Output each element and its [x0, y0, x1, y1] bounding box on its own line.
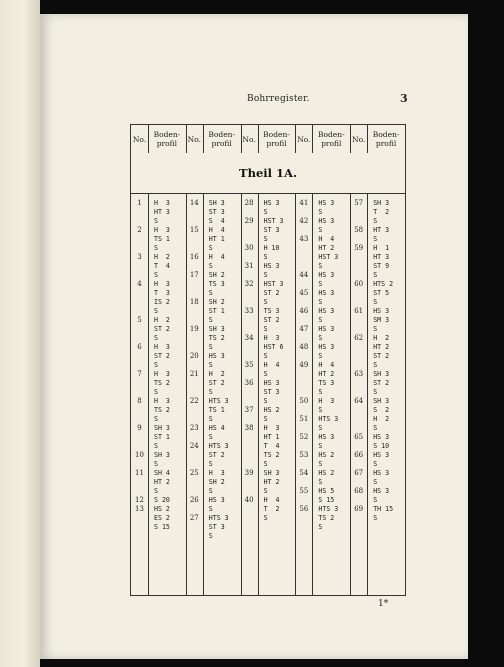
bore-number: 1 [137, 199, 142, 207]
bore-number: 23 [189, 424, 199, 432]
page-number: 3 [400, 92, 408, 105]
bore-number: 39 [244, 469, 254, 477]
soil-profile: SH 3 TS 2 S [208, 325, 225, 351]
soil-profile: HS 3 S [373, 451, 390, 468]
bore-number: 49 [299, 361, 309, 369]
bore-number: 4 [137, 280, 142, 288]
bore-number: 43 [299, 235, 309, 243]
column-divider [350, 125, 351, 595]
bore-number: 15 [189, 226, 199, 234]
column-divider [186, 125, 187, 595]
column-divider [258, 125, 259, 595]
section-title: Theil 1A. [131, 153, 405, 194]
soil-profile: SH 3 ST 3 S 4 [208, 199, 225, 225]
bore-number: 34 [244, 334, 254, 342]
soil-profile: H 4 HT 1 S [208, 226, 225, 252]
soil-profile: HS 3 S [318, 325, 335, 342]
header-profile: Boden- profil [263, 130, 290, 148]
soil-profile: H 3 TS 2 S [154, 397, 170, 423]
bore-number: 57 [354, 199, 364, 207]
bore-number: 12 [135, 496, 144, 504]
bore-number: 51 [299, 415, 309, 423]
table-header-row [131, 125, 405, 154]
soil-profile: H 4 T 2 S [263, 496, 280, 522]
soil-profile: HS 3 S [318, 271, 335, 288]
soil-profile: SH 3 HT 2 S [263, 469, 280, 495]
header-no: No. [187, 134, 201, 144]
bore-number: 50 [299, 397, 309, 405]
soil-profile: HS 2 ES 2 S 15 [154, 505, 170, 531]
facing-page-edge [0, 0, 40, 667]
soil-profile: HS 3 S 10 [373, 433, 390, 450]
soil-profile: HS 3 S [318, 199, 335, 216]
soil-profile: HTS 3 ST 3 S [208, 514, 229, 540]
bore-number: 59 [354, 244, 364, 252]
soil-profile: H 2 T 4 S [154, 253, 170, 279]
soil-profile: H 3 HT 1 T 4 TS 2 S [263, 424, 280, 468]
soil-profile: H 4 S [263, 361, 280, 378]
header-no: No. [352, 134, 366, 144]
soil-profile: SH 3 ST 2 S [373, 370, 390, 396]
bore-number: 64 [354, 397, 364, 405]
soil-profile: SH 4 HT 2 S [154, 469, 170, 495]
bore-number: 13 [135, 505, 144, 513]
soil-profile: SH 3 T 2 S [373, 199, 390, 225]
soil-profile: SH 2 TS 3 S [208, 271, 225, 297]
soil-profile: SH 3 S 2 H 2 S [373, 397, 390, 432]
soil-profile: H 3 ST 2 S [154, 343, 170, 369]
bore-number: 48 [299, 343, 309, 351]
soil-profile: HS 3 S [263, 262, 280, 279]
soil-profile: H 3 HST 6 S [263, 334, 284, 360]
bore-number: 40 [244, 496, 254, 504]
bore-number: 66 [354, 451, 364, 459]
soil-profile: H 3 TS 1 S [154, 226, 170, 252]
bore-number: 42 [299, 217, 309, 225]
bore-number: 36 [244, 379, 254, 387]
bore-number: 11 [135, 469, 144, 477]
soil-profile: HS 3 S [318, 307, 335, 324]
soil-profile: HT 3 S [373, 226, 390, 243]
bore-number: 7 [137, 370, 142, 378]
soil-profile: HS 3 ST 3 S [263, 379, 280, 405]
bore-number: 28 [244, 199, 254, 207]
bore-number: 55 [299, 487, 309, 495]
bore-number: 25 [189, 469, 199, 477]
soil-profile: HS 3 S [318, 289, 335, 306]
soil-profile: HS 2 S [263, 406, 280, 423]
bore-number: 65 [354, 433, 364, 441]
soil-profile: HS 3 S [318, 433, 335, 450]
bore-number: 56 [299, 505, 309, 513]
bore-number: 9 [137, 424, 142, 432]
soil-profile: H 3 T 3 IS 2 S [154, 280, 170, 315]
soil-profile: HST 3 ST 2 S [263, 280, 284, 306]
header-profile: Boden- profil [372, 130, 400, 148]
bore-number: 21 [189, 370, 199, 378]
soil-profile: H 1 HT 3 ST 9 S [373, 244, 390, 279]
header-no: No. [242, 134, 256, 144]
bore-number: 29 [244, 217, 254, 225]
soil-profile: H 4 HT 2 TS 3 S [318, 361, 335, 396]
soil-profile: H 3 SH 2 S [208, 469, 225, 495]
bore-number: 22 [189, 397, 199, 405]
soil-profile: HS 5 S 15 [318, 487, 335, 504]
soil-profile: H 10 S [263, 244, 280, 261]
soil-profile: HTS 3 TS 1 S [208, 397, 229, 423]
bore-number: 54 [299, 469, 309, 477]
soil-profile: HS 3 S [263, 199, 280, 216]
soil-profile: HS 2 S [318, 451, 335, 468]
bore-number: 26 [189, 496, 199, 504]
column-divider [148, 125, 149, 595]
soil-profile: H 3 TS 2 S [154, 370, 170, 396]
soil-profile: H 2 ST 2 S [154, 316, 170, 342]
bore-number: 32 [244, 280, 254, 288]
soil-profile: HTS 2 ST 5 S [373, 280, 394, 306]
bore-number: 61 [354, 307, 364, 315]
bore-number: 14 [189, 199, 199, 207]
bore-number: 20 [189, 352, 199, 360]
soil-profile: S 20 [154, 496, 170, 504]
bore-number: 52 [299, 433, 309, 441]
soil-profile: TH 15 S [373, 505, 394, 522]
soil-profile: SH 2 ST 1 S [208, 298, 225, 324]
column-divider [312, 125, 313, 595]
bore-number: 53 [299, 451, 309, 459]
bore-number: 5 [137, 316, 142, 324]
soil-profile: H 2 ST 2 S [208, 370, 225, 396]
bore-number: 41 [299, 199, 309, 207]
bore-number: 3 [137, 253, 142, 261]
soil-profile: HS 3 S [318, 343, 335, 360]
bore-number: 58 [354, 226, 364, 234]
soil-profile: H 3 HT 3 S [154, 199, 170, 225]
header-profile: Boden- profil [208, 130, 236, 148]
column-divider [203, 125, 204, 595]
bore-number: 8 [137, 397, 142, 405]
soil-profile: HTS 3 S [318, 415, 339, 432]
header-profile: Boden- profil [317, 130, 345, 148]
bore-number: 60 [354, 280, 364, 288]
bore-number: 67 [354, 469, 364, 477]
soil-profile: H 4 S [208, 253, 225, 270]
bore-number: 45 [299, 289, 309, 297]
soil-profile: HS 3 S [208, 352, 225, 369]
column-divider [241, 125, 242, 595]
bore-number: 37 [244, 406, 254, 414]
soil-profile: SH 3 ST 1 S [154, 424, 170, 450]
soil-profile: HS 3 S [373, 487, 390, 504]
soil-profile: H 4 HT 2 HST 3 S [318, 235, 339, 270]
soil-profile: HTS 3 ST 2 S [208, 442, 229, 468]
column-divider [295, 125, 296, 595]
header-no: No. [132, 134, 147, 144]
soil-profile: H 2 HT 2 ST 2 S [373, 334, 390, 369]
soil-profile: HST 3 ST 3 S [263, 217, 284, 243]
bore-number: 68 [354, 487, 364, 495]
running-head: Bohrregister. [247, 94, 310, 104]
bore-number: 18 [189, 298, 199, 306]
bore-number: 38 [244, 424, 254, 432]
bore-number: 6 [137, 343, 142, 351]
bore-number: 62 [354, 334, 364, 342]
bore-number: 69 [354, 505, 364, 513]
bore-number: 10 [135, 451, 144, 459]
soil-profile: HTS 3 TS 2 S [318, 505, 339, 531]
soil-profile: HS 3 S [373, 469, 390, 486]
bore-number: 63 [354, 370, 364, 378]
bore-register-table [130, 124, 406, 596]
bore-number: 27 [189, 514, 199, 522]
soil-profile: SH 3 S [154, 451, 170, 468]
signature-mark: 1* [378, 599, 389, 609]
header-no: No. [297, 134, 311, 144]
bore-number: 35 [244, 361, 254, 369]
soil-profile: HS 3 SM 3 S [373, 307, 390, 333]
soil-profile: TS 3 ST 2 S [263, 307, 280, 333]
bore-number: 30 [244, 244, 254, 252]
bore-number: 31 [244, 262, 254, 270]
bore-number: 2 [137, 226, 142, 234]
bore-number: 24 [189, 442, 199, 450]
bore-number: 46 [299, 307, 309, 315]
header-profile: Boden- profil [153, 130, 181, 148]
book-page [40, 14, 468, 659]
soil-profile: HS 2 S [318, 469, 335, 486]
soil-profile: HS 4 S [208, 424, 225, 441]
soil-profile: HS 3 S [208, 496, 225, 513]
soil-profile: HS 3 S [318, 217, 335, 234]
bore-number: 33 [244, 307, 254, 315]
bore-number: 44 [299, 271, 309, 279]
bore-number: 19 [189, 325, 199, 333]
soil-profile: H 3 S [318, 397, 335, 414]
bore-number: 17 [189, 271, 199, 279]
bore-number: 16 [189, 253, 199, 261]
column-divider [367, 125, 368, 595]
bore-number: 47 [299, 325, 309, 333]
